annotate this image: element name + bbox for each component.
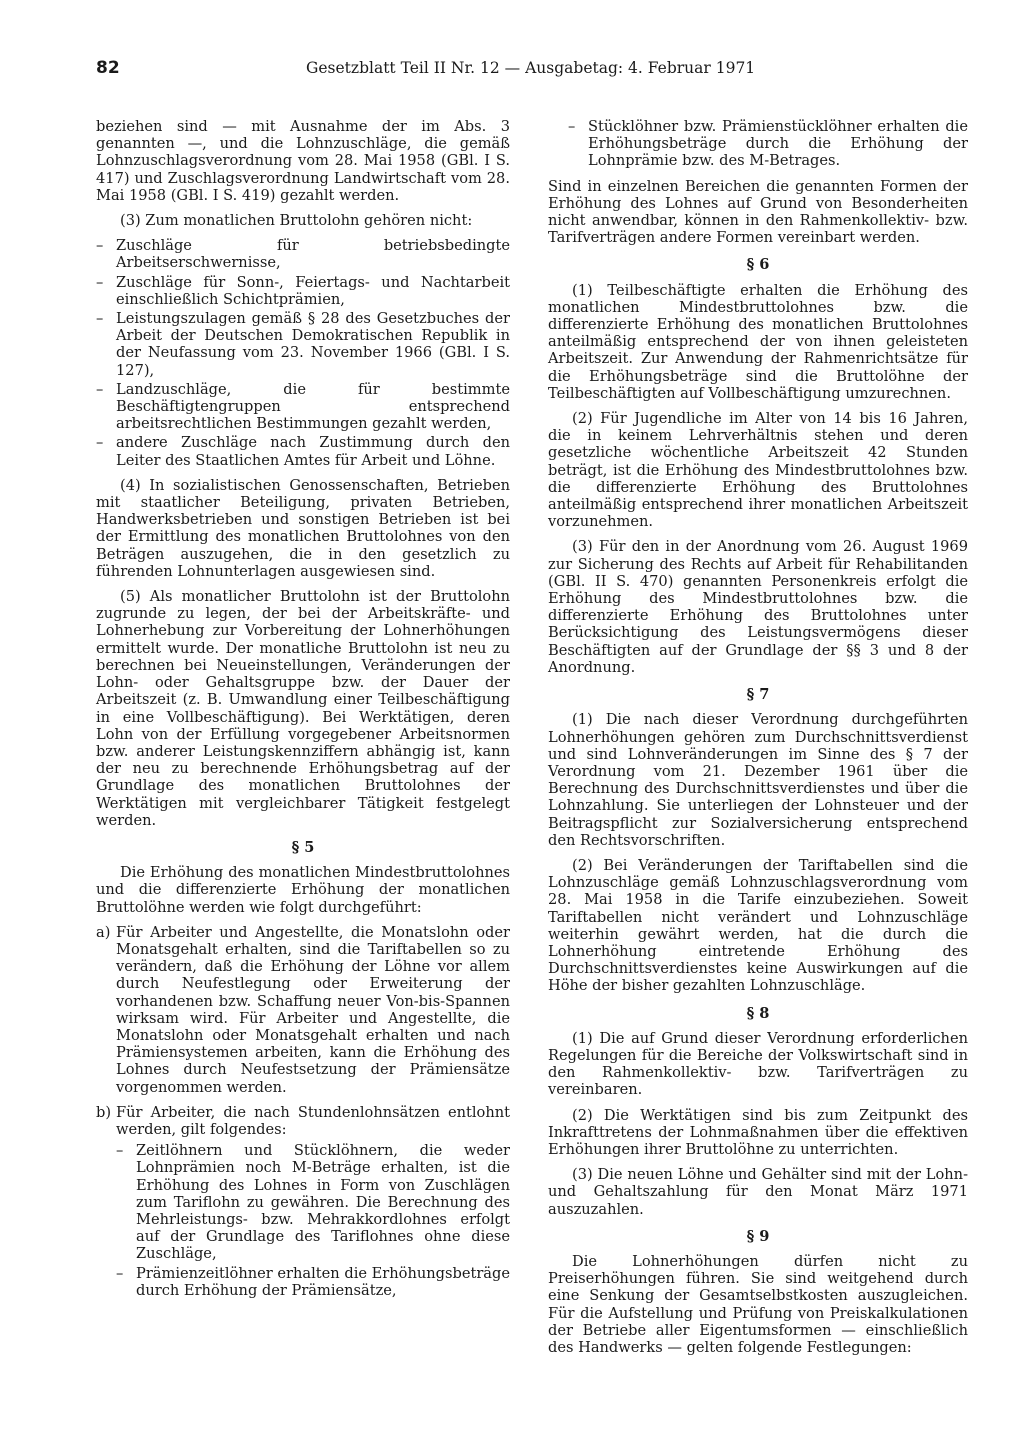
exclusion-list [96, 237, 510, 469]
section-7-heading: § 7 [746, 686, 770, 704]
right-column [548, 118, 968, 1364]
section-9-paragraph-1: Die Lohnerhöhungen dürfen nicht zu Preiserhöhungen führen. Sie sind weitgehend durch eine Senkung der Gesamtselbstkosten auszugleichen. Für die Aufstellung und Prüfung von Preiskalkulationen der Betriebe aller Eigentumsformen — einschließlich des Handwerks — gelten folgende Festlegungen: [548, 1252, 968, 1356]
list-item: – Leistungszulagen gemäß § 28 des Gesetzbuches der Arbeit der Deutschen Demokratischen Republik in der Neufassung vom 23. November 1966 (GBl. I S. 127), [96, 310, 510, 379]
list-marker: b) [96, 1103, 112, 1121]
section-5-heading: § 5 [291, 838, 315, 856]
section-7-paragraph-2: (2) Bei Veränderungen der Tariftabellen sind die Lohnzuschläge gemäß Lohnzuschlagsverordnung vom 28. Mai 1958 in die Tarife einzubeziehen. Soweit Tariftabellen nicht verändert und Lohnzuschläge weiterhin gewährt werden, hat die durch die Lohnerhöhung eintretende Erhöhung des Durchschnittsverdienstes keine Auswirkungen auf die Höhe der bisher gezahlten Lohnzuschläge. [548, 856, 968, 995]
list-item: – Landzuschläge, die für bestimmte Beschäftigtengruppen entsprechend arbeitsrechtlichen Bestimmungen gezahlt werden, [96, 381, 510, 433]
paragraph-intro: beziehen sind — mit Ausnahme der im Abs. 3 genannten —, und die Lohnzuschläge, die gemäß Lohnzuschlagsverordnung vom 28. Mai 1958 (GBl. I S. 417) und Zuschlagsverordnung Landwirtschaft vom 28. Mai 1958 (GBl. I S. 419) gezahlt werden. [96, 118, 510, 204]
section-8-paragraph-1: (1) Die auf Grund dieser Verordnung erforderlichen Regelungen für die Bereiche der Volkswirtschaft sind in den Rahmenkollektiv- bzw. Tarifverträgen zu vereinbaren. [548, 1029, 968, 1099]
list-item: – andere Zuschläge nach Zustimmung durch den Leiter des Staatlichen Amtes für Arbeit und Löhne. [96, 434, 510, 468]
list-item-text: Für Arbeiter, die nach Stundenlohnsätzen entlohnt werden, gilt folgendes: [116, 1103, 510, 1138]
list-item-a [96, 924, 510, 1096]
running-title: Gesetzblatt Teil II Nr. 12 — Ausgabetag: 4. Februar 1971 [306, 59, 756, 77]
paragraph-4: (4) In sozialistischen Genossenschaften, Betrieben mit staatlicher Beteiligung, privaten Betrieben, Handwerksbetrieben und sonstigen Betrieben ist bei der Ermittlung des monatlichen Bruttolohnes von den Beträgen auszugehen, die in den gesetzlich zu führenden Lohnunterlagen ausgewiesen sind. [96, 476, 510, 580]
list-marker: a) [96, 923, 111, 941]
hourly-wage-list-continued [568, 118, 968, 170]
list-item: – Zuschläge für Sonn-, Feiertags- und Nachtarbeit einschließlich Schichtprämien, [96, 274, 510, 308]
section-8-heading: § 8 [746, 1004, 770, 1022]
paragraph-3-intro: (3) Zum monatlichen Bruttolohn gehören nicht: [120, 212, 473, 230]
paragraph-special-forms: Sind in einzelnen Bereichen die genannten Formen der Erhöhung des Lohnes auf Grund von Besonderheiten nicht anwendbar, können in den Rahmenkollektiv- bzw. Tarifverträgen andere Formen vereinbart werden. [548, 177, 968, 247]
list-item-text: Für Arbeiter und Angestellte, die Monatslohn oder Monatsgehalt erhalten, sind die Tariftabellen so zu verändern, daß die Erhöhung der Löhne vor allem durch Neufestlegung oder Erweiterung der vorhandenen bzw. Schaffung neuer Von-bis-Spannen wirksam wird. Für Arbeiter und Angestellte, die Monatslohn oder Monatsgehalt erhalten und nach Prämiensystemen arbeiten, kann die Erhöhung des Lohnes durch Neufestsetzung der Prämiensätze vorgenommen werden. [116, 923, 510, 1096]
section-5-intro: Die Erhöhung des monatlichen Mindestbruttolohnes und die differenzierte Erhöhung der monatlichen Bruttolöhne werden wie folgt durchgeführt: [96, 864, 510, 916]
list-item: – Prämienzeitlöhner erhalten die Erhöhungsbeträge durch Erhöhung der Prämiensätze, [116, 1265, 510, 1299]
section-6-paragraph-1: (1) Teilbeschäftigte erhalten die Erhöhung des monatlichen Mindestbruttolohnes bzw. die differenzierte Erhöhung des monatlichen Bruttolohnes anteilmäßig entsprechend der von ihnen geleisteten Arbeitszeit. Zur Anwendung der Rahmenrichtsätze für die Erhöhungsbeträge sind die Bruttolöhne der Teilbeschäftigten auf Vollbeschäftigung umzurechnen. [548, 281, 968, 402]
paragraph-5: (5) Als monatlicher Bruttolohn ist der Bruttolohn zugrunde zu legen, der bei der Arbeitskräfte- und Lohnerhebung zur Vorbereitung der Lohnerhöhungen ermittelt wurde. Der monatliche Bruttolohn ist neu zu berechnen bei Neueinstellungen, Veränderungen der Lohn- oder Gehaltsgruppe bzw. der Dauer der Arbeitszeit (z. B. Umwandlung einer Teilbeschäftigung in eine Vollbeschäftigung). Bei Werktätigen, deren Lohn von der Erfüllung vorgegebener Arbeitsnormen bzw. anderer Leistungskennziffern abhängig ist, kann der neu zu berechnende Erhöhungsbetrag auf der Grundlage des monatlichen Bruttolohnes der Werktätigen mit vergleichbarer Tätigkeit festgelegt werden. [96, 588, 510, 829]
list-item-b [96, 1104, 510, 1299]
section-5-list [96, 924, 510, 1299]
section-8-paragraph-2: (2) Die Werktätigen sind bis zum Zeitpunkt des Inkrafttretens der Lohnmaßnahmen über die effektiven Erhöhungen ihrer Bruttolöhne zu unterrichten. [548, 1106, 968, 1158]
section-6-paragraph-3: (3) Für den in der Anordnung vom 26. August 1969 zur Sicherung des Rechts auf Arbeit für Rehabilitanden (GBl. II S. 470) genannten Personenkreis erfolgt die Erhöhung des Mindestbruttolohnes bzw. die differenzierte Erhöhung des Bruttolohnes unter Berücksichtigung des Leistungsvermögens dieser Beschäftigten auf der Grundlage der §§ 3 und 8 der Anordnung. [548, 538, 968, 676]
list-item: – Stücklöhner bzw. Prämienstücklöhner erhalten die Erhöhungsbeträge durch die Erhöhung der Lohnprämie bzw. des M-Betrages. [568, 118, 968, 170]
section-9-heading: § 9 [746, 1227, 770, 1245]
section-6-paragraph-2: (2) Für Jugendliche im Alter von 14 bis 16 Jahren, die in keinem Lehrverhältnis stehen und deren gesetzliche wöchentliche Arbeitszeit 42 Stunden beträgt, ist die Erhöhung des Mindestbruttolohnes bzw. die differenzierte Erhöhung des Bruttolohnes anteilmäßig entsprechend ihrer monatlichen Arbeitszeit vorzunehmen. [548, 410, 968, 531]
section-8-paragraph-3: (3) Die neuen Löhne und Gehälter sind mit der Lohn- und Gehaltszahlung für den Monat März 1971 auszuzahlen. [548, 1166, 968, 1218]
list-item: – Zeitlöhnern und Stücklöhnern, die weder Lohnprämien noch M-Beträge erhalten, ist die Erhöhung des Lohnes in Form von Zuschlägen zum Tariflohn zu gewähren. Die Berechnung des Mehrleistungs- bzw. Mehrakkordlohnes erfolgt auf der Grundlage des Tariflohnes ohne diese Zuschläge, [116, 1142, 510, 1262]
page-header [96, 60, 966, 82]
hourly-wage-list [116, 1142, 510, 1299]
list-item: – Zuschläge für betriebsbedingte Arbeitserschwernisse, [96, 237, 510, 271]
section-6-heading: § 6 [746, 256, 770, 274]
page-number: 82 [96, 58, 120, 78]
left-column [96, 118, 510, 1307]
section-7-paragraph-1: (1) Die nach dieser Verordnung durchgeführten Lohnerhöhungen gehören zum Durchschnittsverdienst und sind Lohnveränderungen im Sinne des § 7 der Verordnung vom 21. Dezember 1961 über die Berechnung des Durchschnittsverdienstes und über die Lohnzahlung. Sie unterliegen der Lohnsteuer und der Beitragspflicht zur Sozialversicherung entsprechend den Rechtsvorschriften. [548, 711, 968, 849]
